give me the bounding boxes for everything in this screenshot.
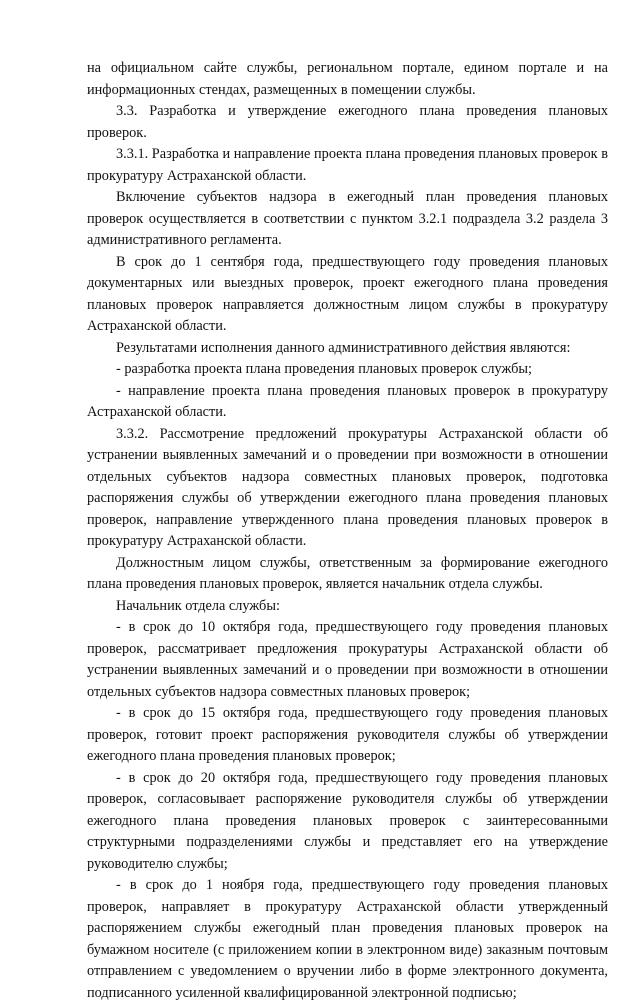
subsection-heading-3-3-1: 3.3.1. Разработка и направление проекта плана проведения плановых проверок в прокуратуру Астраханской области.	[87, 146, 608, 184]
paragraph: Результатами исполнения данного административного действия являются:	[116, 339, 571, 356]
paragraph-intro-continuation: на официальном сайте службы, региональном портале, едином портале и на информационных стендах, размещенных в помещении службы.	[87, 60, 608, 98]
list-item: - в срок до 20 октября года, предшествующего году проведения плановых проверок, согласовывает распоряжение руководителя службы об утверждении ежегодного плана проведения плановых проверок с заинтересованными структурными подразделениями службы и представляет его на утверждение руководителю службы;	[87, 769, 608, 872]
section-heading-3-3: 3.3. Разработка и утверждение ежегодного плана проведения плановых проверок.	[87, 103, 608, 141]
list-item: - в срок до 10 октября года, предшествующего году проведения плановых проверок, рассматривает предложения прокуратуры Астраханской области об устранении выявленных замечаний и о проведении при возможности в отношении отдельных субъектов надзора совместных плановых проверок;	[87, 619, 608, 700]
subsection-heading-3-3-2: 3.3.2. Рассмотрение предложений прокуратуры Астраханской области об устранении выявленных замечаний и о проведении при возможности в отношении отдельных субъектов надзора совместных плановых проверок, подготовка распоряжения службы об утверждении ежегодного плана проведения плановых проверок, направление утвержденного плана проведения плановых проверок в прокуратуру Астраханской области.	[87, 425, 608, 549]
paragraph: Начальник отдела службы:	[116, 597, 280, 614]
paragraph: Включение субъектов надзора в ежегодный план проведения плановых проверок осуществляется в соответствии с пунктом 3.2.1 подраздела 3.2 раздела 3 административного регламента.	[87, 189, 608, 248]
paragraph: Должностным лицом службы, ответственным за формирование ежегодного плана проведения плановых проверок, является начальник отдела службы.	[87, 554, 608, 592]
paragraph: В срок до 1 сентября года, предшествующего году проведения плановых документарных или выездных проверок, проект ежегодного плана проведения плановых проверок направляется должностным лицом службы в прокуратуру Астраханской области.	[87, 253, 608, 334]
list-item: - направление проекта плана проведения плановых проверок в прокуратуру Астраханской области.	[87, 382, 608, 420]
document-body	[87, 58, 608, 1004]
list-item: - в срок до 1 ноября года, предшествующего году проведения плановых проверок, направляет в прокуратуру Астраханской области утвержденный распоряжением службы ежегодный план проведения плановых проверок на бумажном носителе (с приложением копии в электронном виде) заказным почтовым отправлением с уведомлением о вручении либо в форме электронного документа, подписанного усиленной квалифицированной электронной подписью;	[87, 877, 608, 1001]
list-item: - в срок до 15 октября года, предшествующего году проведения плановых проверок, готовит проект распоряжения руководителя службы об утверждении ежегодного плана проведения плановых проверок;	[87, 705, 608, 764]
list-item: - разработка проекта плана проведения плановых проверок службы;	[116, 361, 532, 377]
